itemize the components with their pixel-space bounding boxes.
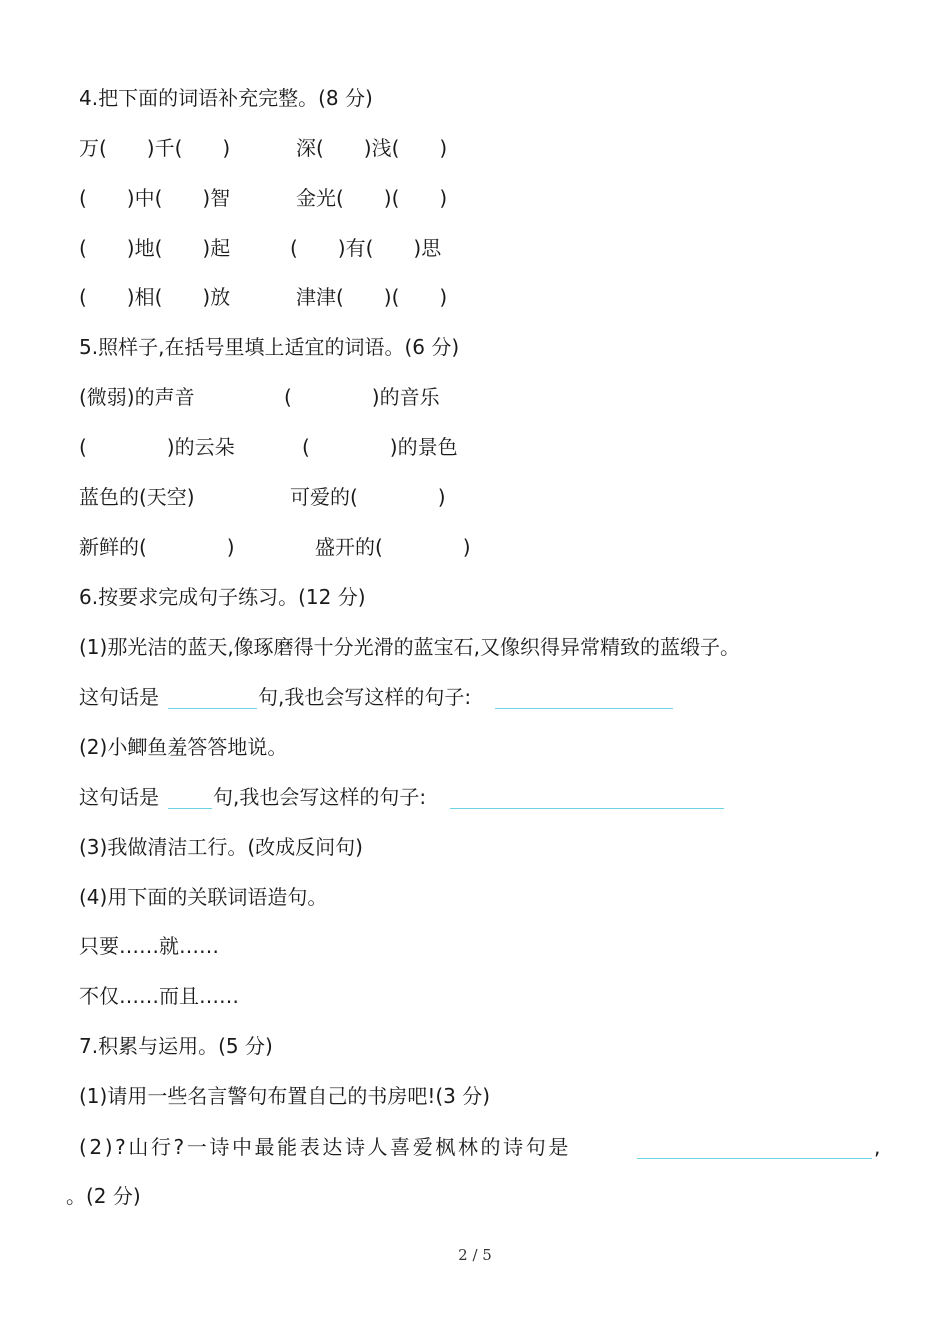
q6-answer2-prefix: 这句话是 bbox=[79, 785, 159, 809]
q5-row4-left: 新鲜的( ) bbox=[79, 535, 235, 559]
q6-connective-2: 不仅……而且…… bbox=[79, 984, 239, 1008]
q7-title: 7.积累与运用。(5 分) bbox=[79, 1034, 273, 1058]
q6-title: 6.按要求完成句子练习。(12 分) bbox=[79, 585, 366, 609]
q5-row3-left: 蓝色的(天空) bbox=[79, 485, 195, 509]
q4-row3-right: ( )有( )思 bbox=[290, 236, 442, 260]
q4-row1-left: 万( )千( ) bbox=[79, 136, 231, 160]
q6-answer1-type-blank[interactable] bbox=[168, 708, 257, 709]
q4-row4-right: 津津( )( ) bbox=[296, 285, 448, 309]
q6-sentence-3: (3)我做清洁工行。(改成反问句) bbox=[79, 835, 363, 859]
q7-sentence-2: (2)?山行?一诗中最能表达诗人喜爱枫林的诗句是 bbox=[79, 1135, 571, 1159]
q6-answer1-middle: 句,我也会写这样的句子: bbox=[258, 685, 472, 709]
page-number: 2 / 5 bbox=[458, 1246, 492, 1264]
q4-row3-left: ( )地( )起 bbox=[79, 236, 231, 260]
q4-title: 4.把下面的词语补充完整。(8 分) bbox=[79, 86, 373, 110]
q5-row4-right: 盛开的( ) bbox=[315, 535, 471, 559]
q6-answer2-sentence-blank[interactable] bbox=[450, 808, 724, 809]
q5-row2-right: ( )的景色 bbox=[302, 435, 458, 459]
q5-row1-left: (微弱)的声音 bbox=[79, 385, 195, 409]
q7-sentence-1: (1)请用一些名言警句布置自己的书房吧!(3 分) bbox=[79, 1084, 491, 1108]
q6-answer2-middle: 句,我也会写这样的句子: bbox=[213, 785, 427, 809]
q7-sentence-2-end: 。(2 分) bbox=[66, 1184, 141, 1208]
q4-row4-left: ( )相( )放 bbox=[79, 285, 231, 309]
q4-row2-left: ( )中( )智 bbox=[79, 186, 231, 210]
q7-poem-blank[interactable] bbox=[637, 1158, 872, 1159]
q6-answer1-prefix: 这句话是 bbox=[79, 685, 159, 709]
q6-sentence-2: (2)小鲫鱼羞答答地说。 bbox=[79, 735, 288, 759]
q6-sentence-1: (1)那光洁的蓝天,像琢磨得十分光滑的蓝宝石,又像织得异常精致的蓝缎子。 bbox=[79, 635, 741, 659]
q6-answer1-sentence-blank[interactable] bbox=[495, 708, 673, 709]
q4-row2-right: 金光( )( ) bbox=[296, 186, 448, 210]
q5-row1-right: ( )的音乐 bbox=[284, 385, 440, 409]
q4-row1-right: 深( )浅( ) bbox=[296, 136, 448, 160]
q5-row2-left: ( )的云朵 bbox=[79, 435, 235, 459]
q6-connective-1: 只要……就…… bbox=[79, 934, 219, 958]
q6-answer2-type-blank[interactable] bbox=[168, 808, 212, 809]
q7-comma: , bbox=[874, 1135, 881, 1159]
q5-row3-right: 可爱的( ) bbox=[290, 485, 446, 509]
q6-sentence-4: (4)用下面的关联词语造句。 bbox=[79, 885, 328, 909]
q5-title: 5.照样子,在括号里填上适宜的词语。(6 分) bbox=[79, 335, 460, 359]
